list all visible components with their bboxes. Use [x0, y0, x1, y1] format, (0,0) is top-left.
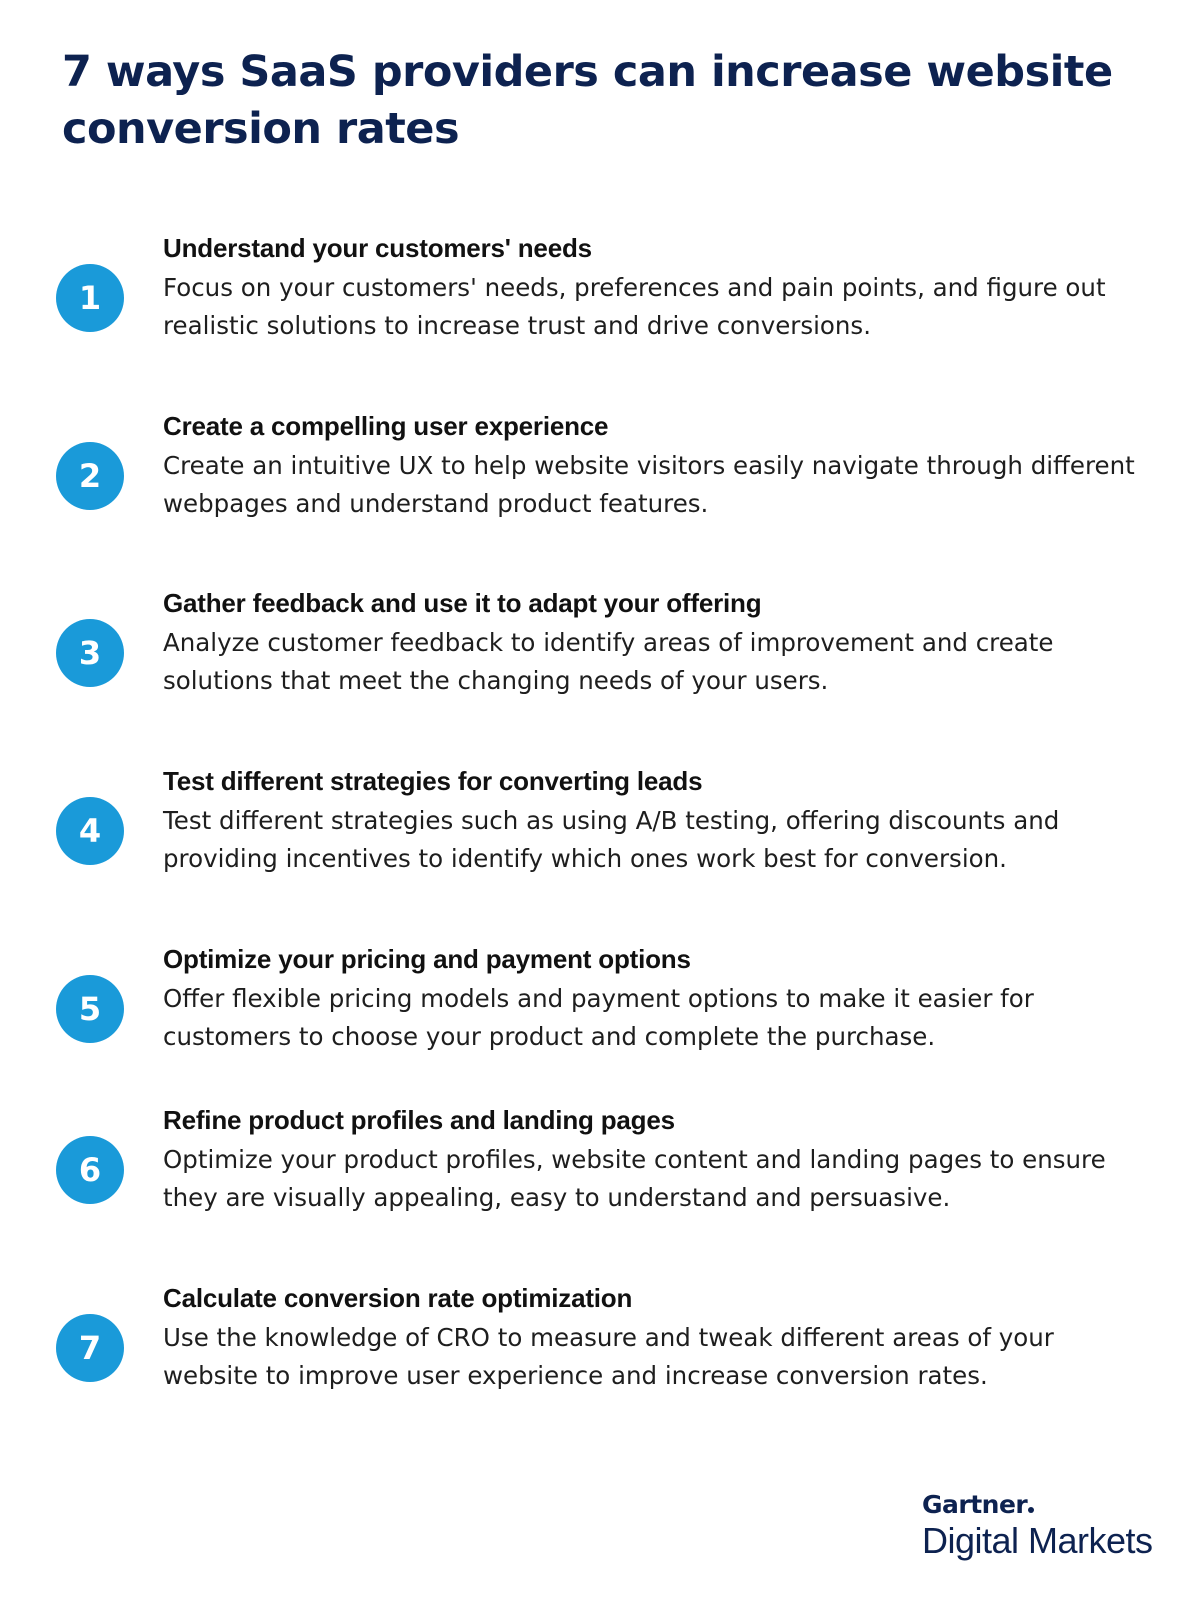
- step-number-badge: 4: [56, 797, 124, 865]
- gartner-digital-markets-logo: [922, 1490, 1162, 1562]
- step-description: Optimize your product profiles, website content and landing pages to ensure they are visually appealing, easy to understand and persuasive.: [163, 1145, 1106, 1212]
- list-item: [0, 588, 1200, 751]
- page-title: 7 ways SaaS providers can increase website conversion rates: [62, 47, 1113, 154]
- list-item: [0, 766, 1200, 929]
- step-description: Use the knowledge of CRO to measure and tweak different areas of your website to improve user experience and increase conversion rates.: [163, 1323, 1054, 1390]
- step-heading: Calculate conversion rate optimization: [163, 1283, 633, 1313]
- logo-subtitle: Digital Markets: [922, 1520, 1153, 1561]
- list-item: [0, 1283, 1200, 1446]
- step-description: Create an intuitive UX to help website visitors easily navigate through different webpages and understand product features.: [163, 451, 1135, 518]
- logo-dot-icon: [1028, 1507, 1034, 1513]
- step-number-badge: 5: [56, 975, 124, 1043]
- step-number-badge: 7: [56, 1314, 124, 1382]
- step-number-badge: 2: [56, 442, 124, 510]
- step-heading: Understand your customers' needs: [163, 233, 592, 263]
- step-description: Offer flexible pricing models and payment options to make it easier for customers to choose your product and complete the purchase.: [163, 984, 1034, 1051]
- step-number-badge: 3: [56, 619, 124, 687]
- step-description: Focus on your customers' needs, preferences and pain points, and figure out realistic solutions to increase trust and drive conversions.: [163, 273, 1106, 340]
- step-number-badge: 6: [56, 1136, 124, 1204]
- list-item: [0, 411, 1200, 574]
- step-heading: Gather feedback and use it to adapt your offering: [163, 588, 762, 618]
- step-description: Analyze customer feedback to identify areas of improvement and create solutions that meet the changing needs of your users.: [163, 628, 1054, 695]
- step-number-badge: 1: [56, 264, 124, 332]
- step-heading: Refine product profiles and landing pages: [163, 1105, 675, 1135]
- list-item: [0, 1105, 1200, 1268]
- step-heading: Test different strategies for converting leads: [163, 766, 703, 796]
- step-heading: Create a compelling user experience: [163, 411, 609, 441]
- step-heading: Optimize your pricing and payment options: [163, 944, 691, 974]
- logo-brand-text: Gartner: [922, 1490, 1028, 1519]
- step-description: Test different strategies such as using A/B testing, offering discounts and providing incentives to identify which ones work best for conversion.: [163, 806, 1060, 873]
- list-item: [0, 233, 1200, 396]
- list-item: [0, 944, 1200, 1107]
- logo-brand: [922, 1490, 1162, 1520]
